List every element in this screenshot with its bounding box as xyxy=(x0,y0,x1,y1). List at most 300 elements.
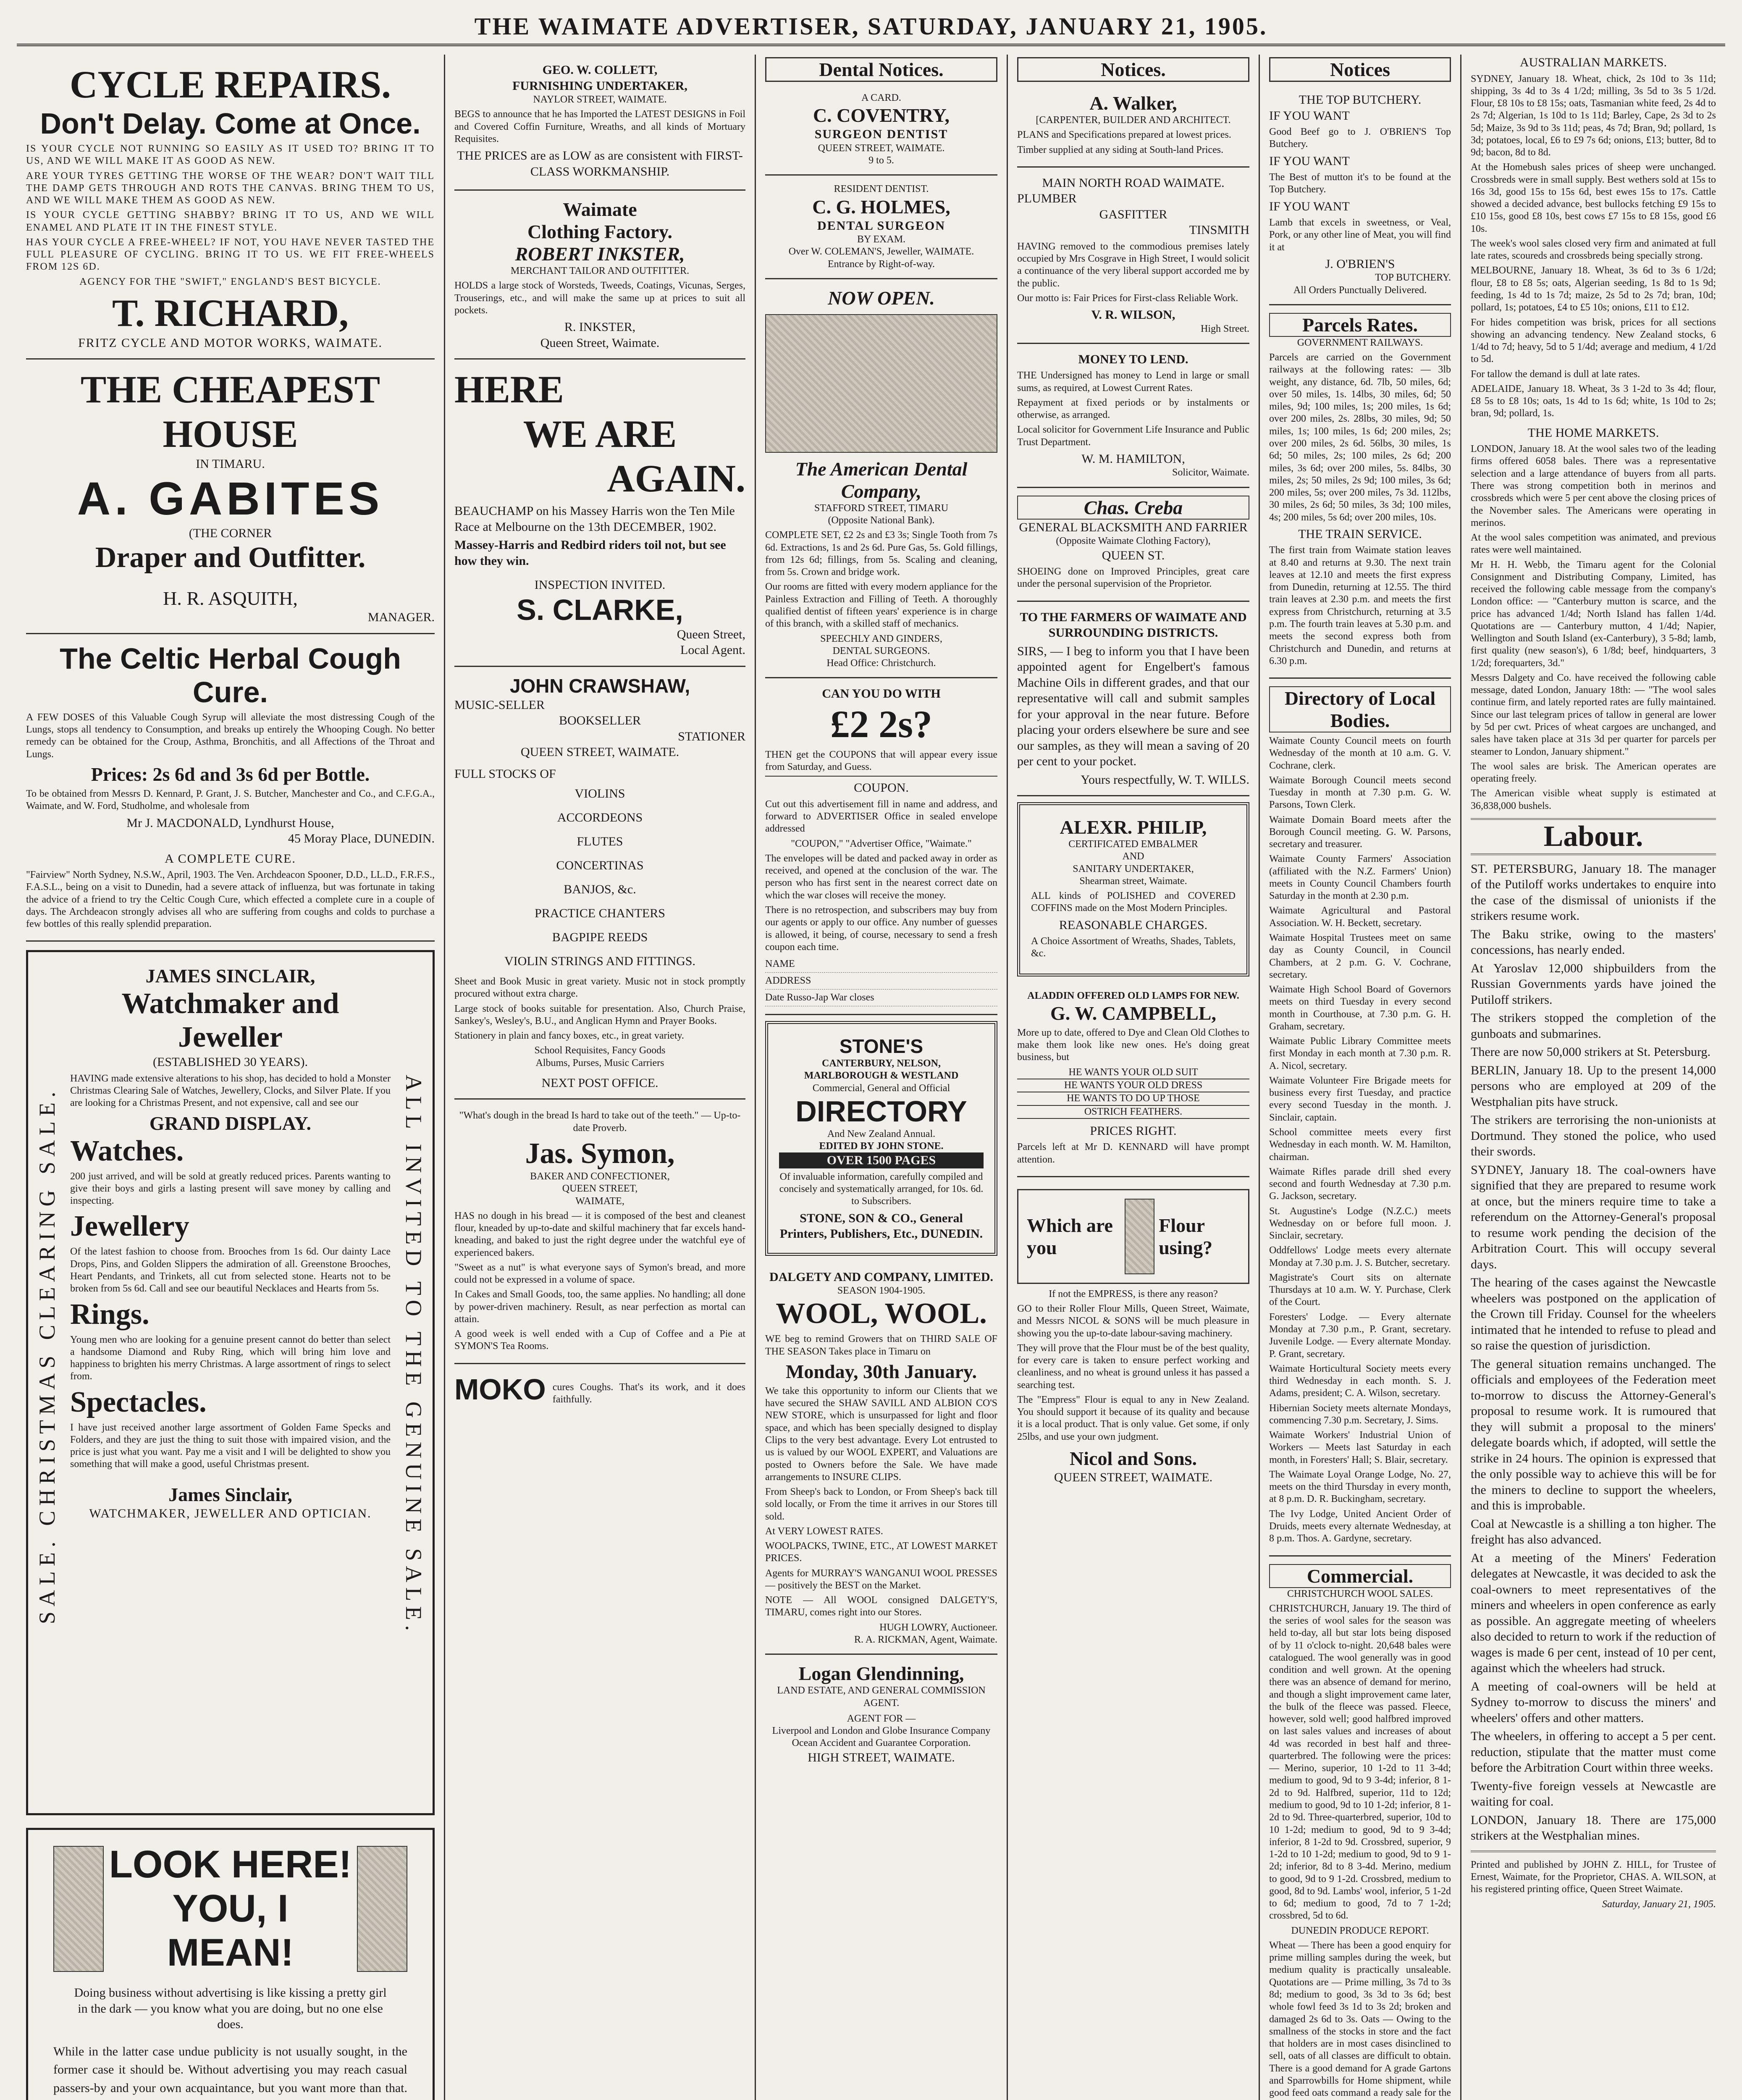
ad-body: Our rooms are fitted with every modern appliance for the Painless Extraction and Filling of Teeth. A thoroughly qualified dentist of fifteen years' experience is in charge of this branch, with a skilled staff of mechanics. xyxy=(765,581,997,630)
section-title: Parcels Rates. xyxy=(1269,313,1451,337)
coupon-label: COUPON. xyxy=(765,776,997,796)
section-title: Commercial. xyxy=(1269,1564,1451,1588)
ad-quote: "What's dough in the bread Is hard to take out of the teeth." — Up-to-date Proverb. xyxy=(459,1110,741,1134)
ad-body: BEGS to announce that he has Imported the LATEST DESIGNS in Foil and Covered Coffin Furniture, Wreaths, and all kinds of Mortuary Requisites. xyxy=(454,109,745,144)
american-dental-ad xyxy=(765,279,997,678)
imprint-date: Saturday, January 21, 1905. xyxy=(1602,1898,1716,1910)
market-report: For hides competition was brisk, prices for all sections showing an advancing tendency. New Zealand stocks, 6 1/4d to 7d; heavy, 5d to 5 1/4d; average and medium, 4 1/2d to 5d. xyxy=(1471,317,1716,365)
article-body: CHRISTCHURCH, January 19. The third of the series of wool sales for the season was held to-day, all but star lots being disposed of by 11 o'clock to-night. 20,648 bales were catalogued. The wool generally was in good condition and well grown. At the opening there was an absence of demand for merino, and though a slight improvement came later, the bulk of the fleece was passed. Fleece, however, sold well; good halfbred improved on last sales values and increases of about 4d was recorded in best half and three-quarterbred. The following were the prices: — Merino, superior, 10 1-2d to 11 3-4d; medium to good, 9d to 9 3-4d; inferior, 8 1-2d to 9d. Halfbred, superior, 11d to 12d; medium to good, 9d to 10 1-2d; inferior, 8 1-2d to 9d. Three-quarterbred, superior, 10d to 10 1-2d; medium to good, 9d to 9 3-4d; inferior, 8 1-2d to 9d. Crossbred, superior, 9 1-2d to 10 1-2d; medium to good, 9d to 9 1-2d; inferior, 8d to 8 3-4d. Merino, medium to good, 9d to 9 1-2d. Crossbred, medium to good, 8d to 9d. Lambs' wool, inferior, 5 1-2d to 6d; medium to good, 7d to 7 1-2d; crossbred, 5d to 6d. xyxy=(1269,1603,1451,1922)
directory-entry: Waimate Rifles parade drill shed every second and fourth Wednesday at 7.30 p.m. G. Jackson, secretary. xyxy=(1269,1166,1451,1202)
article-title: CHRISTCHURCH WOOL SALES. xyxy=(1287,1588,1433,1599)
ad-body: Timber supplied at any siding at South-land Prices. xyxy=(1017,144,1224,155)
advertiser-name: ALEXR. PHILIP, xyxy=(1060,816,1207,838)
advertiser-name: C. COVENTRY, xyxy=(813,105,950,126)
ad-trade: FURNISHING UNDERTAKER, xyxy=(512,79,687,93)
symon-ad xyxy=(454,1100,745,1364)
ad-want: IF YOU WANT xyxy=(1269,154,1350,168)
section-sub: GOVERNMENT RAILWAYS. xyxy=(1297,337,1423,348)
ad-address: NAYLOR STREET, WAIMATE. xyxy=(533,94,667,105)
labour-report: ST. PETERSBURG, January 18. The manager of the Putiloff works undertakes to enquire into the case of the dismissal of unionists if the strikers resume work. xyxy=(1471,861,1716,923)
ad-trade: SANITARY UNDERTAKER, xyxy=(1073,863,1194,874)
ad-body: THEN get the COUPONS that will appear every issue from Saturday, and Guess. xyxy=(765,749,997,773)
dalgety-ad xyxy=(765,1262,997,1655)
wills-ad xyxy=(1017,602,1249,797)
ad-line: IS YOUR CYCLE NOT RUNNING SO EASILY AS IT USED TO? BRING IT TO US, AND WE WILL MAKE IT AS GOOD AS NEW. xyxy=(26,143,435,167)
ad-title: CYCLE REPAIRS. xyxy=(69,63,391,106)
ad-address: High Street. xyxy=(1201,323,1249,334)
ad-address: QUEEN ST. xyxy=(1102,548,1165,562)
inkster-ad xyxy=(454,191,745,360)
advertiser-name: W. M. HAMILTON, xyxy=(1081,452,1185,466)
ad-location: (Opposite Waimate Clothing Factory), xyxy=(1056,536,1211,547)
ad-season: SEASON 1904-1905. xyxy=(837,1285,926,1297)
ad-sub: And New Zealand Annual. xyxy=(827,1128,936,1139)
ad-label: A CARD. xyxy=(861,92,901,103)
signature: R. INKSTER, xyxy=(564,320,636,334)
ad-headline: WOOL, WOOL. xyxy=(776,1297,987,1330)
ad-prices: Prices: 2s 6d and 3s 6d per Bottle. xyxy=(91,763,370,785)
sinclair-ad xyxy=(26,950,435,1815)
ad-title: THE CHEAPEST HOUSE xyxy=(80,368,380,456)
newspaper-page xyxy=(17,8,1725,2100)
hamilton-ad xyxy=(1017,344,1249,488)
market-report: At the Homebush sales prices of sheep were unchanged. Crossbreds were in small supply. Best wethers sold at 15s to 16s 3d, good 15s to 15s 6d, best ewes 15s to 17s. Cattle showed a decided advance, best bullocks fetching £9 15s to £10 15s, good £8 10s, best cows £7 15s to £8 15s, good £6 10s. xyxy=(1471,162,1716,234)
ad-trade: [CARPENTER, BUILDER AND ARCHITECT. xyxy=(1036,115,1231,126)
ad-body: A Choice Assortment of Wreaths, Shades, Tablets, &c. xyxy=(1031,936,1236,959)
ad-body: More up to date, offered to Dye and Clean Old Clothes to make them look like new ones. He's doing great business, but xyxy=(1017,1027,1249,1063)
ad-body: We take this opportunity to inform our Clients that we have secured the SHAW SAVILL AND ALBION CO'S NEW STORE, which is unsurpassed for light and floor space, and which has been specially designed to display Clips to the very best advantage. Every Lot entrusted to us is valued by our WOOL EXPERT, and Valuations are posted to Owners before the Sale. We have made arrangements to INSURE CLIPS. xyxy=(765,1385,997,1483)
directory-entry: The Waimate Loyal Orange Lodge, No. 27, meets on the third Thursday in every month, at 8 p.m. D. R. Buckingham, secretary. xyxy=(1269,1469,1451,1505)
directory-entry: The Ivy Lodge, United Ancient Order of Druids, meets every alternate Wednesday, at 8 p.m. Thos. A. Gardyne, secretary. xyxy=(1269,1508,1451,1544)
column-1 xyxy=(17,55,445,2100)
ad-body: The Best of mutton it's to be found at the Top Butchery. xyxy=(1269,172,1451,195)
creba-ad xyxy=(1017,488,1249,602)
holmes-ad xyxy=(765,176,997,279)
ad-prices: THE PRICES are as LOW as are consistent with FIRST-CLASS WORKMANSHIP. xyxy=(457,149,743,178)
ad-body: NOTE — All WOOL consigned DALGETY'S, TIMARU, comes right into our Stores. xyxy=(765,1595,997,1618)
market-report: The American visible wheat supply is estimated at 36,838,000 bushels. xyxy=(1471,788,1716,811)
ad-body: GO to their Roller Flour Mills, Queen Street, Waimate, and Messrs NICOL & SONS will be much pleasure in showing you the up-to-date labour-saving machinery. xyxy=(1017,1303,1249,1339)
directory-entry: Waimate Horticultural Society meets every third Wednesday in each month. S. J. Adams, president; C. A. Wilson, secretary. xyxy=(1269,1363,1451,1399)
coupon-body: Cut out this advertisement fill in name and address, and forward to ADVERTISER Office in sealed envelope addressed xyxy=(765,798,997,835)
ad-location: IN TIMARU. xyxy=(196,457,265,471)
ad-text: cures Coughs. That's its work, and it does faithfully. xyxy=(552,1382,745,1405)
ad-pages: OVER 1500 PAGES xyxy=(779,1152,984,1168)
ad-line: AGENCY FOR THE "SWIFT," ENGLAND'S BEST BICYCLE. xyxy=(79,276,381,287)
list-item: CONCERTINAS xyxy=(556,858,644,873)
ad-headline: NOW OPEN. xyxy=(828,287,935,309)
list-item: ACCORDEONS xyxy=(557,811,643,825)
ad-office: Head Office: Christchurch. xyxy=(826,658,936,669)
ad-location: NEXT POST OFFICE. xyxy=(541,1076,658,1090)
market-report: MELBOURNE, January 18. Wheat, 3s 6d to 3s 6 1/2d; flour, £8 to £8 5s; oats, Algerian seeding, 1s 8d to 1s 9d; feeding, 1s 4d to 1s 7d; maize, 2s 5d to 2s 7d; bran, 10d; pollard, 1s; potatoes, £4 to £5 10s; onions, £11 to £12. xyxy=(1471,265,1716,313)
section-heading: Watches. xyxy=(70,1134,184,1167)
section-heading: Spectacles. xyxy=(70,1386,207,1418)
market-report: For tallow the demand is dull at late rates. xyxy=(1471,368,1640,380)
ad-address: Shearman street, Waimate. xyxy=(1079,875,1187,887)
obrien-butchery-ad xyxy=(1269,84,1451,305)
advertiser-name: S. CLARKE, xyxy=(517,593,683,626)
coupon-date-field[interactable]: Date Russo-Jap War closes xyxy=(765,990,997,1006)
manager-role: MANAGER. xyxy=(367,610,435,625)
ad-trade: GENERAL BLACKSMITH AND FARRIER xyxy=(1019,520,1248,534)
directory-entry: Waimate Domain Board meets after the Borough Council meeting. G. W. Parsons, secretary and treasurer. xyxy=(1269,814,1451,850)
cycle-repairs-ad xyxy=(26,55,435,360)
advertiser-name: The American Dental Company, xyxy=(795,458,968,502)
coupon-name-field[interactable]: NAME xyxy=(765,956,997,973)
ad-regions: CANTERBURY, NELSON, MARLBOROUGH & WESTLAND xyxy=(804,1058,959,1082)
side-banner-left: SALE. CHRISTMAS CLEARING SALE. xyxy=(34,1087,60,1625)
ad-title: TO THE FARMERS OF WAIMATE AND SURROUNDING DISTRICTS. xyxy=(1020,610,1247,640)
market-report: ADELAIDE, January 18. Wheat, 3s 3 1-2d to 3s 4d; flour, £8 5s to £8 10s; oats, 1s 4d to 1s 6d; white, 1s 10d to 2s; bran, 9d; pollard, 1s. xyxy=(1471,383,1716,419)
ad-body: ALL kinds of POLISHED and COVERED COFFINS made on the Most Modern Principles. xyxy=(1031,890,1236,914)
here-we-are-ad xyxy=(454,360,745,667)
want-line: HE WANTS YOUR OLD DRESS xyxy=(1017,1079,1249,1092)
ad-body: HAVING removed to the commodious premises lately occupied by Mrs Cosgrave in High Street, I would solicit a continuance of the very liberal support accorded me by the public. xyxy=(1017,241,1249,289)
market-report: At the wool sales competition was animated, and previous rates were well maintained. xyxy=(1471,532,1716,556)
coupon-rules: There is no retrospection, and subscribers may buy from our agents or apply to our office. Any number of guesses is allowed, it being, of course, necessary to send a fresh coupon each time. xyxy=(765,904,997,953)
local-bodies-directory xyxy=(1269,679,1451,1556)
labour-report: Coal at Newcastle is a shilling a ton higher. The freight has also advanced. xyxy=(1471,1517,1716,1547)
column-4 xyxy=(1008,55,1260,2100)
labour-report: A meeting of coal-owners will be held at Sydney to-morrow to discuss the miners' and wheelers' offers and other matters. xyxy=(1471,1679,1716,1725)
agent-name: Mr J. MACDONALD, Lyndhurst House, xyxy=(126,816,334,830)
coupon-address-field[interactable]: ADDRESS xyxy=(765,973,997,990)
want-line: OSTRICH FEATHERS. xyxy=(1017,1106,1249,1119)
list-item: BANJOS, &c. xyxy=(564,882,636,897)
ad-address: Queen Street, xyxy=(677,627,745,641)
moko-ad xyxy=(454,1364,745,1406)
instrument-list xyxy=(454,782,745,973)
want-line: HE WANTS TO DO UP THOSE xyxy=(1017,1092,1249,1105)
ad-body: In Cakes and Small Goods, too, the same applies. No handling; all done by power-driven machinery. Result, as near perfection as mortal can attain. xyxy=(454,1289,745,1325)
ad-body: WOOLPACKS, TWINE, ETC., AT LOWEST MARKET PRICES. xyxy=(765,1541,997,1564)
ad-body: Repayment at fixed periods or by instalments or otherwise, as arranged. xyxy=(1017,397,1249,421)
building-illustration xyxy=(765,314,997,453)
coupon-rules: The envelopes will be dated and packed away in order as received, and opened at the conclusion of the war. The person who has first sent in the nearest correct date on which the war closes will receive the money. xyxy=(765,853,997,901)
section-heading: Jewellery xyxy=(70,1210,189,1243)
section-title: AUSTRALIAN MARKETS. xyxy=(1519,55,1667,69)
section-body: Of the latest fashion to choose from. Brooches from 1s 6d. Our dainty Lace Drops, Pins, and Golden Slippers the admiration of all. Greenstone Brooches, Heart Pendants, and Trinkets, all cut from selected stone. Hearts not to be broken from 5s 6d. Call and see our beautiful Necklaces and Hearts from 5s. xyxy=(70,1246,391,1294)
ad-trade: Draper and Outfitter. xyxy=(95,541,366,574)
testimonial-body: "Fairview" North Sydney, N.S.W., April, 1903. The Ven. Archdeacon Spooner, D.D., LL.D., F.R.F.S., F.A.S.L., being on a visit to Dunedin, had a severe attack of influenza, but was fortunate in taking the advice of a friend to try the Celtic Cough Cure, which effected a complete cure in a couple of days. The Archdeacon strongly advises all who are suffering from coughs and colds to purchase a few bottles of this really splendid preparation. xyxy=(26,869,435,930)
campbell-ad xyxy=(1017,982,1249,1177)
ad-word: MOKO xyxy=(454,1373,546,1406)
ad-label: RESIDENT DENTIST. xyxy=(834,184,929,195)
look-here-ad xyxy=(26,1828,435,2100)
ad-headline: ALADDIN OFFERED OLD LAMPS FOR NEW. xyxy=(1027,990,1239,1001)
section-header: Notices. xyxy=(1017,57,1249,82)
section-body: I have just received another large assortment of Golden Fame Specks and Folders, and they are just the thing to suit those with impaired vision, and the price is just what you want. Pay me a visit and I will be delighted to show you something that will make a good, useful Christmas present. xyxy=(70,1422,391,1470)
advertiser-name: Chas. Creba xyxy=(1017,496,1249,520)
advertiser-name: G. W. CAMPBELL, xyxy=(1050,1002,1216,1024)
ad-body: "Sweet as a nut" is what everyone says of Symon's bread, and more could not be expressed in a volume of space. xyxy=(454,1262,745,1286)
ad-question: CAN YOU DO WITH xyxy=(822,687,941,701)
ad-directory: DIRECTORY xyxy=(795,1095,967,1128)
section-body: 200 just arrived, and will be sold at greatly reduced prices. Parents wanting to give their boys and girls a lasting present will save money by calling and inspecting. xyxy=(70,1171,391,1207)
ad-headline: HERE xyxy=(454,368,564,411)
trade-line: GASFITTER xyxy=(1099,207,1167,221)
glendinning-ad xyxy=(765,1655,997,1773)
testimonial-title: A COMPLETE CURE. xyxy=(165,851,296,866)
ad-address: Queen Street, Waimate. xyxy=(540,336,660,350)
ad-body: While in the latter case undue publicity is not usually sought, in the former case it should be. Without advertising you may reach casual passers-by and your own acquaintance, but you want more than that. xyxy=(53,2044,407,2095)
coupon-ad xyxy=(765,678,997,1015)
philip-ad xyxy=(1017,802,1249,976)
market-report: The week's wool sales closed very firm and animated at full late rates, scoureds and crossbreds being specially strong. xyxy=(1471,238,1716,262)
advertiser-name: Jas. Symon, xyxy=(525,1137,675,1170)
ad-address: QUEEN STREET, WAIMATE. xyxy=(1054,1470,1213,1485)
list-item: PRACTICE CHANTERS xyxy=(535,906,665,921)
advertiser-name: JAMES SINCLAIR, xyxy=(145,965,315,987)
directory-entry: Waimate Workers' Industrial Union of Workers — Meets last Saturday in each month, in Foresters' Hall; S. Blair, secretary. xyxy=(1269,1430,1451,1465)
ad-line: HAS YOUR CYCLE A FREE-WHEEL? IF NOT, YOU HAVE NEVER TASTED THE FULL PLEASURE OF CYCLING. BRING IT TO US. WE FIT FREE-WHEELS FROM 12S 6D. xyxy=(26,236,435,273)
trade-line: STATIONER xyxy=(678,729,745,743)
agent-address: 45 Moray Place, DUNEDIN. xyxy=(288,832,435,846)
directory-entry: Waimate County Council meets on fourth Wednesday of the month at 10 a.m. G. V. Cochrane, clerk. xyxy=(1269,735,1451,771)
list-item: BAGPIPE REEDS xyxy=(552,930,648,945)
labour-report: The Baku strike, owing to the masters' concessions, has nearly ended. xyxy=(1471,927,1716,957)
trade-line: BOOKSELLER xyxy=(559,714,641,728)
advertiser-name: JOHN CRAWSHAW, xyxy=(509,675,690,697)
ad-address: QUEEN STREET, xyxy=(562,1183,638,1194)
sale-date: Monday, 30th January. xyxy=(786,1360,977,1382)
ad-agent: AGENT FOR — xyxy=(847,1713,916,1724)
ad-trade: Watchmaker and Jeweller xyxy=(121,987,339,1054)
ad-body: Large stock of books suitable for presentation. Also, Church Praise, Sankey's, Wesley's, B.U., and Anglican Hymn and Prayer Books. xyxy=(454,1003,745,1026)
imprint-text: Printed and published by JOHN Z. HILL, for Trustee of Ernest, Waimate, for the Proprietor, CHAS. A. WILSON, at his registered printing office, Queen Street Waimate. xyxy=(1471,1859,1716,1895)
ad-hours: 9 to 5. xyxy=(868,155,894,166)
trade-line: TINSMITH xyxy=(1189,223,1249,237)
ad-trade: AND xyxy=(1122,851,1144,862)
ad-stockists: To be obtained from Messrs D. Kennard, P. Grant, J. S. Butcher, Manchester and Co., and C.F.G.A., Waimate, and W. Ford, Studholme, and wholesale from xyxy=(26,788,435,812)
ad-publisher: STONE, SON & CO., General Printers, Publishers, Etc., DUNEDIN. xyxy=(779,1211,983,1241)
column-3 xyxy=(756,55,1008,2100)
column-6 xyxy=(1461,55,1725,2100)
market-report: The wool sales are brisk. The American operates are operating freely. xyxy=(1471,761,1716,785)
directory-entry: St. Augustine's Lodge (N.Z.C.) meets Wednesday on or before full moon. J. Sinclair, secretary. xyxy=(1269,1205,1451,1242)
flour-question: Flour using? xyxy=(1159,1214,1213,1258)
train-body: The first train from Waimate station leaves at 8.40 and returns at 9.30. The next train leaves at 12.10 and meets the first express from Dunedin, returning at 12.55. The third train leaves at 2.30 p.m. and meets the first express from Christchurch, returning at 3.5 p.m. The fourth train leaves at 5.30 p.m. and meets the second express both from Christchurch and Dunedin, and returns at 6.30 p.m. xyxy=(1269,545,1451,667)
ad-body: Agents for MURRAY'S WANGANUI WOOL PRESSES — positively the BEST on the Market. xyxy=(765,1567,997,1591)
ad-body: Massey-Harris and Redbird riders toil not, but see how they win. xyxy=(454,538,726,568)
ad-trade: MERCHANT TAILOR AND OUTFITTER. xyxy=(510,265,690,277)
ad-body: School Requisites, Fancy Goods xyxy=(534,1045,666,1056)
section-body: Young men who are looking for a genuine present cannot do better than select a handsome Diamond and Ruby Ring, which will bring him love and happiness to brighten his merry Christmas. A large assortment of rings to select from. xyxy=(70,1334,391,1382)
labour-report: LONDON, January 18. There are 175,000 strikers at the Westphalian mines. xyxy=(1471,1813,1716,1843)
ad-body: A good week is well ended with a Cup of Coffee and a Pie at SYMON'S Tea Rooms. xyxy=(454,1328,745,1352)
section-header: Dental Notices. xyxy=(765,57,997,82)
ad-body: SHOEING done on Improved Principles, great care under the personal supervision of the Proprietor. xyxy=(1017,566,1249,590)
directory-entry: Waimate Public Library Committee meets first Monday in each month at 7.30 p.m. R. A. Nicol, secretary. xyxy=(1269,1036,1451,1071)
labour-report: The strikers stopped the completion of the gunboats and submarines. xyxy=(1471,1011,1716,1041)
ad-established: (ESTABLISHED 30 YEARS). xyxy=(153,1055,308,1069)
ad-body: At VERY LOWEST RATES. xyxy=(765,1525,883,1537)
ad-trade: CERTIFICATED EMBALMER xyxy=(1068,839,1198,850)
directory-entry: Waimate Borough Council meets second Tuesday in month at 7.30 p.m. G. W. Parsons, Town Clerk. xyxy=(1269,774,1451,811)
advertiser-name: C. G. HOLMES, xyxy=(812,196,950,218)
section-header: Notices xyxy=(1269,57,1451,82)
ad-body: A FEW DOSES of this Valuable Cough Syrup will alleviate the most distressing Cough of the Lungs, stops all tendency to Consumption, and breaks up entirely the Whooping Cough. No better remedy can be obtained for the Croup, Asthma, Bronchitis, and all Affections of the Throat and Lungs. xyxy=(26,711,435,760)
ad-location: (Opposite National Bank). xyxy=(828,515,935,526)
ad-body: BEAUCHAMP on his Massey Harris won the Ten Mile Race at Melbourne on the 13th DECEMBER, 1902. xyxy=(454,504,735,534)
ad-corner: (THE CORNER xyxy=(189,526,272,540)
column-2 xyxy=(445,55,756,2100)
ad-body: Sheet and Book Music in great variety. Music not in stock promptly procured without extra charge. xyxy=(454,976,745,1000)
ad-quote: Doing business without advertising is like kissing a pretty girl in the dark — you know what you are doing, but no one else does. xyxy=(74,1986,387,2032)
ad-display: GRAND DISPLAY. xyxy=(149,1112,312,1134)
celtic-cough-ad xyxy=(26,634,435,942)
trade-line: PLUMBER xyxy=(1017,192,1077,206)
ad-role: Local Agent. xyxy=(680,643,745,657)
nicol-flour-ad xyxy=(1017,1177,1249,1493)
ad-body: Albums, Purses, Music Carriers xyxy=(535,1057,664,1068)
ad-address: QUEEN STREET, WAIMATE. xyxy=(520,745,679,759)
wilson-ad xyxy=(1017,168,1249,344)
ad-address: STAFFORD STREET, TIMARU xyxy=(814,502,949,514)
advertiser-name: Logan Glendinning, xyxy=(798,1663,964,1685)
directory-entry: Waimate Volunteer Fire Brigade meets for business every first Tuesday, and practice every second Tuesday in the month. J. Sinclair, captain. xyxy=(1269,1075,1451,1123)
flour-banner xyxy=(1017,1189,1249,1284)
ad-headline: AGAIN. xyxy=(607,457,745,500)
walker-ad xyxy=(1017,84,1249,168)
ad-body: HAS no dough in his bread — it is composed of the best and cleanest flour, kneaded by up-to-date and skilful machinery that far excels hand-kneading, and baked to just the right degree under the watchful eye of experienced bakers. xyxy=(454,1210,745,1258)
trade-line: MUSIC-SELLER xyxy=(454,698,545,712)
directory-entry: Hibernian Society meets alternate Mondays, commencing 7.30 p.m. Secretary, J. Sims. xyxy=(1269,1402,1451,1426)
ad-address: QUEEN STREET, WAIMATE. xyxy=(818,142,945,154)
signature: Yours respectfully, W. T. WILLS. xyxy=(1081,772,1249,787)
figure-illustration-right xyxy=(357,1846,407,1972)
ad-body: Good Beef go to J. O'BRIEN'S Top Butchery. xyxy=(1269,126,1451,150)
figure-illustration xyxy=(1125,1199,1154,1274)
ad-trade: DENTAL SURGEON xyxy=(817,218,945,233)
directory-entry: School committee meets every first Wednesday in each month. W. M. Hamilton, chairman. xyxy=(1269,1127,1451,1163)
stone-directory-ad xyxy=(765,1021,997,1256)
ad-qualification: BY EXAM. xyxy=(857,234,906,245)
advertiser-name: A. Walker, xyxy=(1089,92,1177,114)
ad-street: MAIN NORTH ROAD WAIMATE. xyxy=(1042,176,1225,190)
advertiser-sub: TOP BUTCHERY. xyxy=(1375,272,1451,284)
directory-entry: Waimate Hospital Trustees meet on same day as County Council, in Council Chambers, at 2 p.m. G. V. Cochrane, secretary. xyxy=(1269,932,1451,980)
labour-report: There are now 50,000 strikers at St. Petersburg. xyxy=(1471,1045,1711,1059)
ad-motto: Our motto is: Fair Prices for First-class Reliable Work. xyxy=(1017,292,1238,304)
directory-entry: Waimate High School Board of Governors meets on third Tuesday in every second month in Courthouse, at 7.30 p.m. G. H. Graham, secretary. xyxy=(1269,984,1451,1032)
ad-headline: WE ARE xyxy=(523,412,677,456)
ad-want: IF YOU WANT xyxy=(1269,199,1350,213)
directory-entry: Oddfellows' Lodge meets every alternate Monday at 7.30 p.m. J. S. Butcher, secretary. xyxy=(1269,1245,1451,1268)
labour-report: The strikers are terrorising the non-unionists at Dortmund. They stoned the police, who used their swords. xyxy=(1471,1113,1716,1159)
labour-report: The wheelers, in offering to accept a 5 per cent. reduction, stipulate that the matter must come before the Arbitration Court within three weeks. xyxy=(1471,1729,1716,1775)
ad-staff: DENTAL SURGEONS. xyxy=(832,645,930,656)
section-title: THE HOME MARKETS. xyxy=(1527,425,1659,440)
ad-intro: FULL STOCKS OF xyxy=(454,766,556,781)
ad-title: Waimate xyxy=(563,199,637,220)
section-heading: Rings. xyxy=(70,1298,150,1331)
side-banner-right: ALL INVITED TO THE GENUINE SALE. xyxy=(401,1075,426,1636)
ad-body: THE Undersigned has money to Lend in large or small sums, as required, at Lowest Current Rates. xyxy=(1017,370,1249,394)
ad-staff: SPEECHLY AND GINDERS, xyxy=(820,633,942,644)
market-report: SYDNEY, January 18. Wheat, chick, 2s 10d to 3s 11d; shipping, 3s 4d to 3s 4 1/2d; milling, 3s 5d to 3s 5 1/2d. Flour, £8 10s to £8 15s; oats, Tasmanian white feed, 2s 4d to 2s 7d; Algerian, 1s 10d to 1s 11d; Barley, Cape, 2s 3d to 2s 5d; Maize, 3s 9d to 3s 11d; peas, 4s 7d; Bran, 9d; pollard, 1s 3d; potatoes, local, £6 to £9 7s 6d; onions, £13; butter, 8d to 9d; bacon, 8d to 8d. xyxy=(1471,73,1716,158)
ad-body: Stationery in plain and fancy boxes, etc., in great variety. xyxy=(454,1030,684,1042)
ad-title: THE TOP BUTCHERY. xyxy=(1299,93,1422,107)
ad-question: If not the EMPRESS, is there any reason? xyxy=(1049,1288,1218,1299)
ad-subtitle: Clothing Factory. xyxy=(527,221,672,243)
ad-firm: Liverpool and London and Globe Insurance Company xyxy=(772,1725,991,1737)
ad-body: HOLDS a large stock of Worsteds, Tweeds, Coatings, Vicunas, Serges, Trouserings, etc., and will make the same up at prices to suit all pockets. xyxy=(454,280,745,316)
rates-body: Parcels are carried on the Government railways at the following rates: — 3lb weight, any distance, 6d. 7lb, 50 miles, 6d; over 50 miles, 1s. 14lbs, 30 miles, 6d; 50 miles, 9d; 100 miles, 1s; 200 miles, 1s 6d; over 200 miles, 2s. 28lbs, 30 miles, 9d; 50 miles, 1s; 100 miles, 1s 6d; 200 miles, 2s; over 200 miles, 2s 6d. 56lbs, 30 miles, 1s 6d; 50 miles, 2s; 100 miles, 2s 6d; 200 miles, 3s 6d; over 200 miles, 5s. 84lbs, 30 miles, 2s; 50 miles, 2s 9d; 100 miles, 3s 6d; 200 miles, 5s; over 200 miles, 7s 3d. 112lbs, 30 miles, 2s 6d; 50 miles, 3s 3d; 100 miles, 4s; 200 miles, 5s 6d; over 200 miles, 10s. xyxy=(1269,352,1451,523)
advertiser-name: J. O'BRIEN'S xyxy=(1325,257,1395,271)
commercial-section xyxy=(1269,1557,1451,2100)
labour-report: At Yaroslav 12,000 shipbuilders from the Russian Governments yards have joined the Putiloff strikers. xyxy=(1471,961,1716,1007)
ad-prices: COMPLETE SET, £2 2s and £3 3s; Single Tooth from 7s 6d. Extractions, 1s and 2s 6d. Pure Gas, 5s. Gold fillings, from 12s 6d; fillings, from 5s. Scaling and cleaning, from 5s. Crown and bridge work. xyxy=(765,530,997,578)
list-item: FLUTES xyxy=(577,835,623,849)
signature: R. A. RICKMAN, Agent, Waimate. xyxy=(854,1634,997,1645)
ad-editor: EDITED BY JOHN STONE. xyxy=(819,1141,944,1152)
labour-report: SYDNEY, January 18. The coal-owners have signified that they are prepared to resume work at once, but the miners require time to take a referendum on the Attorney-General's proposal to resume work pending the decision of the Arbitration Court. This will occupy several days. xyxy=(1471,1163,1716,1271)
list-item: VIOLIN STRINGS AND FITTINGS. xyxy=(504,954,695,969)
labour-report: BERLIN, January 18. Up to the present 14,000 persons who are employed at 209 of the Westphalian pits have struck. xyxy=(1471,1063,1716,1109)
ad-body: The "Empress" Flour is equal to any in New Zealand. You should support it because of its quality and because it is a local product. That is only value. Get some, if only 25lbs, and use your own judgment. xyxy=(1017,1394,1249,1442)
ad-body: SIRS, — I beg to inform you that I have been appointed agent for Engelbert's famous Machine Oils in different grades, and that our representative will call and submit samples for your approval in the near future. Before placing your orders elsewhere be sure and see our samples, as they will mean a saving of 20 per cent to your pocket. xyxy=(1017,644,1249,769)
advertiser-name: Nicol and Sons. xyxy=(1070,1448,1197,1470)
directory-entry: Magistrate's Court sits on alternate Thursdays at 10 a.m. W. Y. Purchase, Clerk of the Court. xyxy=(1269,1272,1451,1308)
article-body: Wheat — There has been a good enquiry for prime milling samples during the week, but medium quality is practically unsaleable. Quotations are — Prime milling, 3s 7d to 3s 8d; medium to good, 3s 3d to 3s 6d; best whole fowl feed 3s 1d to 3s 2d; broken and damaged 2s 6d to 3s. Oats — Owing to the smallness of the stocks in store and the fact that holders are in most cases disinclined to sell, oats of all classes are difficult to obtain. There is a good demand for A grade Gartons and Sparrowbills for Home shipment, while good feed oats command a ready sale for the xyxy=(1269,1940,1451,2099)
advertiser-name: ROBERT INKSTER, xyxy=(515,243,685,265)
signature-sub: WATCHMAKER, JEWELLER AND OPTICIAN. xyxy=(89,1506,372,1520)
advertiser-name: DALGETY AND COMPANY, LIMITED. xyxy=(769,1270,994,1284)
ad-note: All Orders Punctually Delivered. xyxy=(1293,284,1427,296)
advertiser-name: A. GABITES xyxy=(77,472,384,525)
ad-body: Local solicitor for Government Life Insurance and Public Trust Department. xyxy=(1017,424,1249,448)
collett-ad xyxy=(454,55,745,191)
ad-firm: Ocean Accident and Guarantee Corporation. xyxy=(792,1738,971,1749)
want-line: HE WANTS YOUR OLD SUIT xyxy=(1017,1066,1249,1079)
labour-report: Twenty-five foreign vessels at Newcastle are waiting for coal. xyxy=(1471,1779,1716,1809)
ad-town: WAIMATE, xyxy=(575,1195,624,1207)
ad-body: From Sheep's back to London, or From Sheep's back till sold locally, or From the time it arrives in our Stores till sold. xyxy=(765,1486,997,1522)
signature: James Sinclair, xyxy=(168,1483,292,1505)
gabites-ad xyxy=(26,360,435,634)
ad-headline: YOU, I MEAN! xyxy=(167,1887,294,1974)
ad-line: ARE YOUR TYRES GETTING THE WORSE OF THE WEAR? DON'T WAIT TILL THE DAMP GETS THROUGH AND ROTS THE CANVAS. BRING THEM TO US, AND WE WILL MAKE THEM AS GOOD AS NEW. xyxy=(26,170,435,206)
advertiser-name: T. RICHARD, xyxy=(112,291,349,334)
ad-headline: LOOK HERE! xyxy=(109,1843,352,1886)
manager-name: H. R. ASQUITH, xyxy=(163,588,298,609)
train-title: THE TRAIN SERVICE. xyxy=(1298,527,1422,541)
ad-address: HIGH STREET, WAIMATE. xyxy=(808,1750,955,1764)
ad-amount: £2 2s? xyxy=(830,702,932,746)
column-5 xyxy=(1260,55,1461,2100)
ad-title: STONE'S xyxy=(839,1035,923,1058)
coupon-address: "COUPON," "Advertiser Office, "Waimate." xyxy=(791,838,972,849)
masthead: THE WAIMATE ADVERTISER, SATURDAY, JANUARY 21, 1905. xyxy=(17,8,1725,46)
ad-title: The Celtic Herbal Cough Cure. xyxy=(60,642,401,709)
labour-report: The hearing of the cases against the Newcastle wheelers was postponed on the application of the Crown till Friday. Counsel for the wheelers intimated that he intended to refuse to plead and so raise the question of jurisdiction. xyxy=(1471,1276,1716,1353)
advertiser-sub: FRITZ CYCLE AND MOTOR WORKS, WAIMATE. xyxy=(78,336,383,350)
ad-want: IF YOU WANT xyxy=(1269,108,1350,123)
ad-prices: PRICES RIGHT. xyxy=(1090,1124,1177,1138)
article-title: DUNEDIN PRODUCE REPORT. xyxy=(1291,1925,1429,1936)
ad-body: WE beg to remind Growers that on THIRD SALE OF THE SEASON Takes place in Timaru on xyxy=(765,1334,997,1357)
ad-trade: BAKER AND CONFECTIONER, xyxy=(530,1171,670,1182)
coventry-ad xyxy=(765,84,997,176)
market-report: Mr H. H. Webb, the Timaru agent for the Colonial Consignment and Distributing Company, Limited, has received the following cable message from the company's London office: — "Canterbury mutton is scarce, and the price has advanced 1/4d; North Island has fallen 1/4d. Quotations are — Canterbury mutton, 4 1/4d; Napier, Wellington and South Island (ex-Canterbury), 3 5-8d; lamb, first quality (new season's), 6 1/8d; beef, hindquarters, 3 1/2d; forequarters, 3d." xyxy=(1471,559,1716,669)
ad-body: Of invaluable information, carefully compiled and concisely and systematically arranged, for 10s. 6d. to Subscribers. xyxy=(779,1171,984,1207)
figure-illustration-left xyxy=(53,1846,104,1972)
ad-charges: REASONABLE CHARGES. xyxy=(1059,918,1208,932)
advertiser-name: V. R. WILSON, xyxy=(1091,308,1175,322)
market-report: Messrs Dalgety and Co. have received the following cable message, dated London, January 18th: — "The wool sales continue firm, and lately reported rates are fully maintained. Since our last telegram prices of tallow in general are lower by 5d per cwt. Prices of wheat cargoes are unchanged, and sales have taken place at 31s 3d per quarter for parcels per steamer to London, January shipment." xyxy=(1471,672,1716,757)
